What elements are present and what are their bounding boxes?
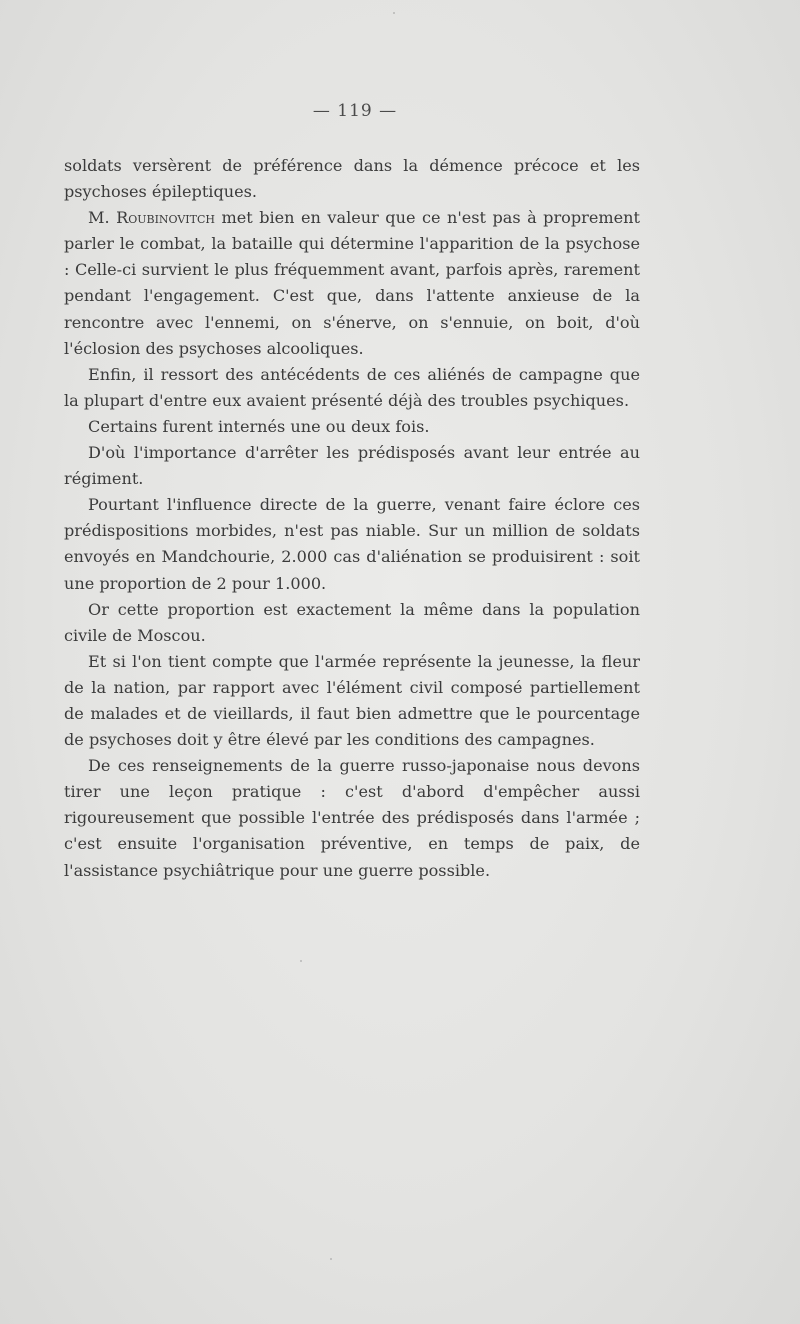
- paragraph: D'où l'importance d'arrêter les prédisposés avant leur entrée au régiment.: [64, 443, 640, 489]
- body-text: [64, 153, 640, 884]
- paragraph: [64, 205, 640, 362]
- author-name: Roubinovitch: [116, 208, 215, 228]
- paragraph: Or cette proportion est exactement la même dans la population civile de Moscou.: [64, 599, 640, 645]
- paragraph: Pourtant l'influence directe de la guerre, venant faire éclore ces prédispositions morbides, n'est pas niable. Sur un million de soldats envoyés en Mandchourie, 2.000 cas d'aliénation se produisirent : soit une proportion de 2 pour 1.000.: [64, 495, 640, 593]
- page-number: — 119 —: [312, 101, 398, 121]
- paragraph-prefix: M.: [88, 208, 117, 228]
- paragraph: Enfin, il ressort des antécédents de ces aliénés de campagne que la plupart d'entre eux avaient présenté déjà des troubles psychiques.: [64, 364, 640, 410]
- paragraph: soldats versèrent de préférence dans la démence précoce et les psychoses épileptiques.: [64, 156, 640, 202]
- paragraph-text: met bien en valeur que ce n'est pas à proprement parler le combat, la bataille qui détermine l'apparition de la psychose : Celle-ci survient le plus fréquemment avant, parfois après, rarement pendant l'engagement. C'est que, dans l'attente anxieuse de la rencontre avec l'ennemi, on s'énerve, on s'ennuie, on boit, d'où l'éclosion des psychoses alcooliques.: [64, 208, 640, 358]
- paper-speck: [330, 1258, 332, 1260]
- paragraph: Certains furent internés une ou deux fois.: [88, 416, 430, 436]
- paragraph: Et si l'on tient compte que l'armée représente la jeunesse, la fleur de la nation, par rapport avec l'élément civil composé partiellement de malades et de vieillards, il faut bien admettre que le pourcentage de psychoses doit y être élevé par les conditions des campagnes.: [64, 651, 640, 750]
- paragraph: De ces renseignements de la guerre russo-japonaise nous devons tirer une leçon pratique : c'est d'abord d'empêcher aussi rigoureusement que possible l'entrée des prédisposés dans l'armée ; c'est ensuite l'organisation préventive, en temps de paix, de l'assistance psychiâtrique pour une guerre possible.: [64, 756, 640, 880]
- paper-speck: [300, 960, 302, 962]
- paper-speck: [393, 12, 395, 14]
